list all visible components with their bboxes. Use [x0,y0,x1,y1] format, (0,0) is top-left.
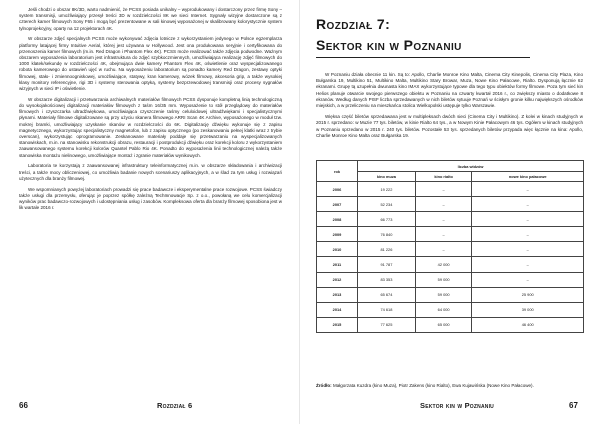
cell-year: 2011 [317,257,358,272]
chapter-underline [316,57,530,58]
right-body-text [316,72,583,144]
cell-nowe-kino-palacowe: – [472,182,584,197]
cell-year: 2014 [317,302,358,317]
paragraph: Więksa część biletów sprzedawana jest w multipleksach dwóch sieci (Cinema City i Multikino). Z kolei w kinach studyjnych w 2015 r. sprzedano: w Muzie 77 tys. biletów, w kinie Rialto 64 tys., a w Nowym Kinie Pałacowym 46 tys. Ogółem w kinach studyjnych w Poznaniu sprzedano w 2015 r. 240 tys. biletów. Pozostałe 53 tys. sprzedanych biletów przypada więc łącznie na kina: Apollo, Charlie Monroe Kino Malta oraz Bułgarska 19. [316,114,583,138]
header-year: rok [317,161,358,182]
table-row [317,197,584,212]
cell-year: 2010 [317,242,358,257]
cell-nowe-kino-palacowe: – [472,257,584,272]
cell-kino-rialto: 42 000 [415,257,472,272]
cell-kino-muza: 83 353 [358,272,416,287]
cell-year: 2009 [317,227,358,242]
cell-kino-rialto: 59 000 [415,272,472,287]
paragraph: W Poznaniu działa obecnie 11 kin. Są to: Apollo, Charlie Monroe Kino Malta, Cinema City Kinepolis, Cinema City Plaza, Kino Bułgarska 19, Multikino 51, Multikino Malta, Multikino Stary Browar, Muza, Nowe Kino Pałacowe, Rialto. Dysponują łącznie 62 ekranami. Grupę tą uzupełnia dwunasta kino IMAX wykorzystujące typowe dla tego typu obiektów formy filmowe. Poza tym sieć kin Helios planuje otwarcie swojego pierwszego obiektu w Poznaniu na czwarty kwartał 2016 r., co zwiększy miasto o dodatkowe 8 ekranów. Według danych PISF liczba sprzedawanych w nich biletów sytuuje Poznań w ścisłym gronie kilku największych ośrodków miejskich, a w przeliczeniu na mieszkańca stolica Wielkopolski ustępuje tylko Warszawie. [316,72,583,109]
header-group: liczba widzów [358,161,584,172]
cell-nowe-kino-palacowe: – [472,227,584,242]
table-row [317,182,584,197]
cell-nowe-kino-palacowe: 46 400 [472,317,584,332]
cell-nowe-kino-palacowe: – [472,242,584,257]
cell-kino-rialto: 59 000 [415,287,472,302]
running-footer-left: Rozdział 6 [157,401,193,410]
left-body-text [19,7,282,216]
cell-nowe-kino-palacowe: – [472,272,584,287]
header-kino-muza: kino muza [358,172,416,182]
table-row [317,317,584,332]
cell-kino-muza: 65 674 [358,287,416,302]
chapter-number: Rozdział 7: [316,16,391,32]
table-row [317,302,584,317]
cell-kino-rialto: – [415,227,472,242]
paragraph: Jeśli chodzi o obszar 8K/3D, warto nadmienić, że PCSS posiada unikalny – wyprodukowany i dostarczony przez firmę Sony – system transmisji, umożliwiający przesył treści 3D w rozdzielczości 8K we sieci Internet. Sygnały wizyjne dostarczone są z czterech kamer filmowych Sony F65 i mogą być prezentowane w sali kinowej wyposażonej w skalibrowany kolorystycznie system tylnoprojekcyjny, oparty na 12 projektorach 4K. [19,7,282,31]
cell-kino-muza: 19 222 [358,182,416,197]
right-page [300,0,600,424]
header-nowe-kino-palacowe: nowe kino pałacowe [472,172,584,182]
cell-kino-rialto: – [415,242,472,257]
cell-year: 2013 [317,287,358,302]
cell-kino-muza: 91 787 [358,257,416,272]
cell-year: 2015 [317,317,358,332]
cell-nowe-kino-palacowe: – [472,212,584,227]
table-body [317,182,584,333]
cell-nowe-kino-palacowe: – [472,197,584,212]
cell-kino-rialto: – [415,212,472,227]
table-row [317,242,584,257]
cell-kino-muza: 74 618 [358,302,416,317]
cell-kino-rialto: 64 000 [415,302,472,317]
table-row [317,227,584,242]
cell-kino-rialto: – [415,197,472,212]
table-row [317,272,584,287]
audience-table [316,160,584,333]
cell-kino-muza: 52 234 [358,197,416,212]
cell-nowe-kino-palacowe: 25 900 [472,287,584,302]
header-kino-rialto: kino rialto [415,172,472,182]
running-footer-right: Sektor kin w Poznaniu [420,401,494,410]
cell-kino-muza: 77 625 [358,317,416,332]
cell-year: 2008 [317,212,358,227]
cell-nowe-kino-palacowe: 39 000 [472,302,584,317]
cell-kino-rialto: – [415,182,472,197]
cell-kino-muza: 81 226 [358,242,416,257]
source-label: Źródło: [316,383,332,388]
page-number-left: 66 [19,401,28,410]
cell-year: 2012 [317,272,358,287]
table-row [317,212,584,227]
paragraph: We wspomnianych powyżej laboratoriach prowadzi się prace badawcze i eksperymentalne prace rozwojowe. PCSS świadczy także usługi dla przemysłu, oferując je poprzez spółkę zależną TechInnowacje Sp. z o.o., powołaną we celu komercjalizacji wyników prac badawczo-rozwojowych i udostępniania usług i zasobów. Kompleksowa oferta dla branży filmowej sposobiona jest w lik wartale 2016 r. [19,186,282,211]
cell-year: 2007 [317,197,358,212]
table-row [317,287,584,302]
table-row [317,257,584,272]
chapter-heading [316,14,586,58]
cell-kino-muza: 66 773 [358,212,416,227]
paragraph: Laboratoria te korzystają z zaawansowanej infrastruktury teleinformatycznej m.in. w obszarze składowania i archiwizacji treści, a także mocy obliczeniowej, co umożliwia badanie nowych scenariuszy aplikacyjnych, a w ślad za tym usług i rozwiązań użytecznych dla branży filmowej. [19,163,282,181]
table-source [316,383,583,389]
cell-kino-rialto: 65 000 [415,317,472,332]
paragraph: W obszarze digitalizacji i przetwarzania archiwalnych materiałów filmowych PCSS dysponuje kompletną linią technologiczną do wysokojakościowej digitalizacji materiałów filmowych z taśm 16/35 mm. Wyposażenie to stół przeglądowy do materiałów filmowych i czyszczarka ultradźwiękowa, umożliwiająca czyszczenie taśmy celuloidowej ultradźwiękami i specjalistycznymi płynami. Materiały filmowe digitalizowane są przy użyciu skanera filmowego ARRI Scan 4K Archive, wyposażonego w moduł tzw. mokrej bramki, umożliwiający uzyskanie skanów w rozdzielczości do 6K. Digitalizację dźwięku wykonuje się z zapisu magnetycznego, wykorzystując specjalistyczny magnetofon, lub z zapisu optycznego (po zeskanowaniu pełnej klatki wraz z trybie overscan), wykorzystując oprogramowanie. Zeskanowane materiały poddaje się przetwarzaniu na wyspecjalizowanych stanowiskach, m.in. na stanowisku rekonstrukcji obrazu, restauracji i postprodukcji dźwięku oraz korekcji koloru z wykorzystaniem zaawansowanego systemu korekcji kolorów Quantel Pablo Rio 4K. Ponadto do wyposażenia linii technologicznej należą także stanowiska montażu nielinowego, umożliwiające montaż i zgranie materiałów wynikowych. [19,96,282,158]
source-text: Małgorzata Kuzdra (kino Muza), Piotr Zakens (kino Rialto), Ewa Kujawińska (Nowe Kino Pałacowe). [332,383,534,388]
paragraph: W obszarze zdjęć specjalnych PCSS może wykonywać zdjęcia lotnicze z wykorzystaniem jedynego w Polsce egzemplarza platformy latającej firmy Intuitive Aerial, której jest używana w Hollywood. Jest ona produkowana seryjnie i certyfikowana do przenoszenia kamer filmowych (m.in. Red Dragon i Phantom Flex 4K). PCSS może realizować także zdjęcia podwodne. Ważnym obszarem wyposażenia laboratorium jest infrastruktura do zdjęć szybkoczmiennych, umożliwiająca realizację zdjęć filmowych do 1000 klatek/sekundę w rozdzielczości 4K, obejmująca dwie kamery Phantom Flex 4K, oświetlenie oraz wyspecjalizowanego robota kamerowego do ustawień ujęć w ruchu. Na wyposażeniu laboratorium są ponadto kamery Red Dragon, zestawy optyki filmowej, stało- i zmiennoogniskowej, umożliwiające, statywy, kran kamerowy, wózek filmowy, akcesoria grip, a także wysokiej klasy monitory referencyjne, rigi 3D i systemy sterowania optyką, systemy bezprzewodowej transmisji oraz procesy sygnałów wizyjnych w sieci IP i oświetlenie. [19,36,282,92]
page-number-right: 67 [569,401,578,410]
cell-kino-muza: 76 840 [358,227,416,242]
chapter-title: Sektor kin w Poznaniu [316,37,462,53]
cell-year: 2006 [317,182,358,197]
